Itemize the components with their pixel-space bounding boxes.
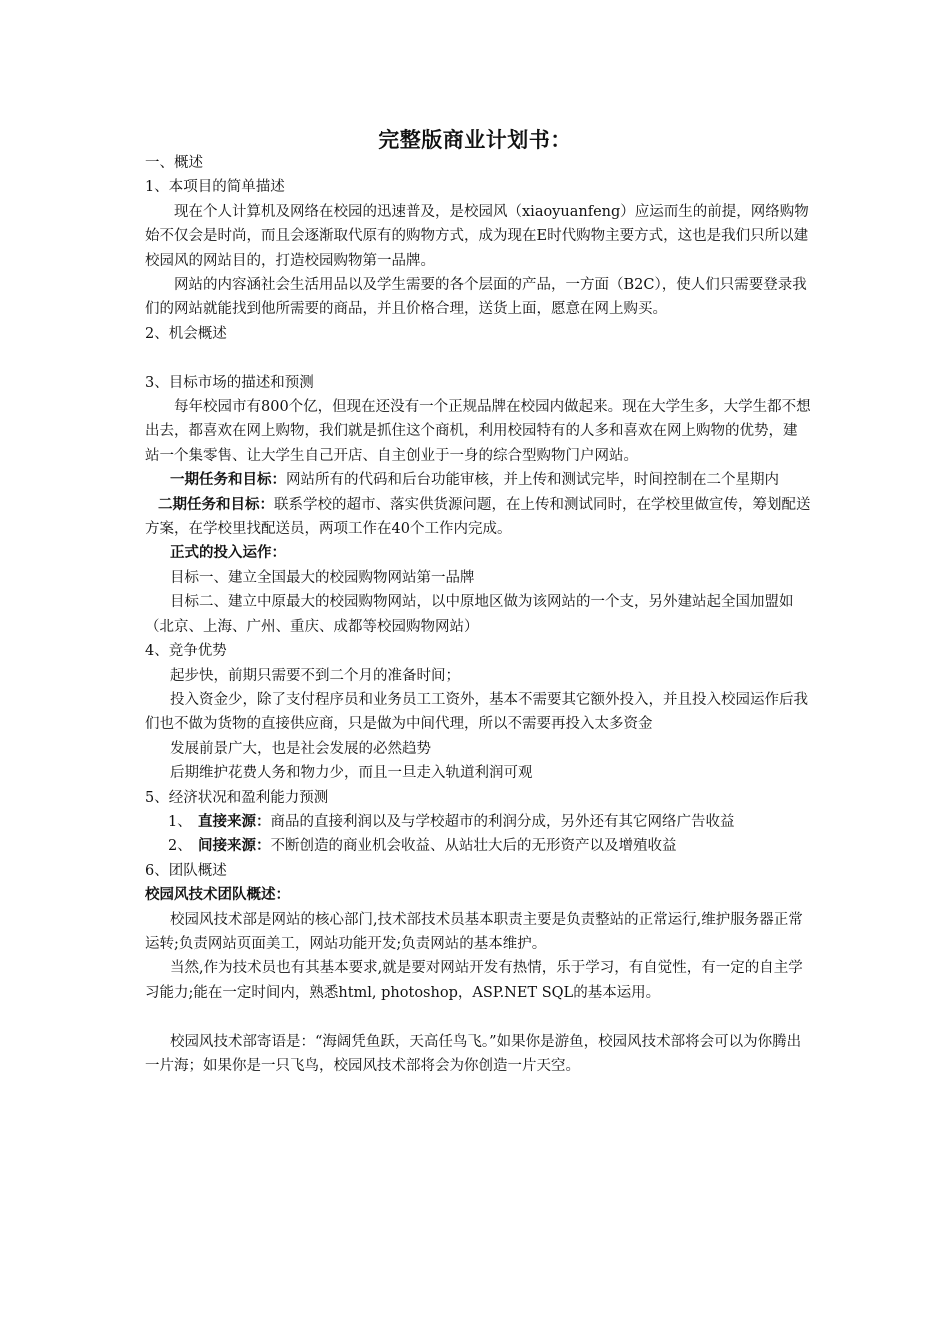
section-heading-project: 1、本项目的简单描述 [145, 179, 285, 196]
list-number: 1、 [168, 813, 192, 830]
phase2-text: 联系学校的超市、落实供货源问题，在上传和测试同时，在学校里做宣传，筹划配送方案，在学校里找配送员，两项工作在40个工作内完成。 [145, 496, 811, 538]
advantage-item: 发展前景广大，也是社会发展的必然趋势 [170, 740, 431, 757]
phase2-label: 二期任务和目标： [158, 495, 274, 513]
team-label: 校园风技术团队概述： [145, 886, 290, 904]
phase1-text: 网站所有的代码和后台功能审核，并上传和测试完毕，时间控制在二个星期内 [286, 472, 779, 489]
paragraph: 现在个人计算机及网络在校园的迅速普及，是校园风（xiaoyuanfeng）应运而生的前提，网络购物始不仅会是时尚，而且会逐渐取代原有的购物方式，成为现在E时代购物主要方式，这也是我们只所以建校园风的网站目的，打造校园购物第一品牌。 [145, 203, 809, 269]
blank-line [145, 346, 811, 370]
section-heading-team: 6、团队概述 [145, 862, 227, 879]
list-number: 2、 [168, 838, 192, 855]
phase1-label: 一期任务和目标： [170, 471, 286, 489]
section-heading-target-market: 3、目标市场的描述和预测 [145, 374, 314, 391]
goal-one: 目标一、建立全国最大的校园购物网站第一品牌 [170, 569, 475, 586]
advantage-item: 投入资金少，除了支付程序员和业务员工工资外，基本不需要其它额外投入，并且投入校园运作后我们也不做为货物的直接供应商，只是做为中间代理，所以不需要再投入太多资金 [145, 691, 808, 733]
advantage-item: 后期维护花费人务和物力少，而且一旦走入轨道利润可观 [170, 765, 533, 782]
list-body [198, 810, 811, 834]
section-heading-opportunity: 2、机会概述 [145, 325, 227, 342]
section-heading-profitability: 5、经济状况和盈利能力预测 [145, 789, 329, 806]
list-item [145, 810, 811, 834]
section-heading-advantages: 4、竞争优势 [145, 643, 227, 660]
phase1-paragraph [145, 468, 811, 492]
list-text: 商品的直接利润以及与学校超市的利润分成，另外还有其它网络广告收益 [270, 813, 735, 830]
formal-operation-label: 正式的投入运作： [170, 544, 286, 562]
phase2-paragraph [145, 493, 811, 542]
goal-two: 目标二、建立中原最大的校园购物网站，以中原地区做为该网站的一个支，另外建站起全国加盟如（北京、上海、广州、重庆、成都等校园购物网站） [145, 594, 794, 635]
list-label: 直接来源： [198, 812, 271, 830]
blank-line [145, 1005, 811, 1029]
document-title: 完整版商业计划书： [378, 128, 572, 152]
paragraph: 校园风技术部寄语是：“海阔凭鱼跃，天高任鸟飞。”如果你是游鱼，校园风技术部将会可以为你腾出一片海；如果你是一只飞鸟，校园风技术部将会为你创造一片天空。 [145, 1033, 802, 1074]
advantage-item: 起步快，前期只需要不到二个月的准备时间； [170, 667, 460, 684]
paragraph: 校园风技术部是网站的核心部门,技术部技术员基本职责主要是负责整站的正常运行,维护服务器正常运转;负责网站页面美工，网站功能开发;负责网站的基本维护。 [145, 911, 803, 952]
list-label: 间接来源： [198, 837, 271, 855]
list-text: 不断创造的商业机会收益、从站壮大后的无形资产以及增殖收益 [270, 838, 677, 855]
paragraph: 每年校园市有800个亿，但现在还没有一个正规品牌在校园内做起来。现在大学生多，大学生都不想出去，都喜欢在网上购物，我们就是抓住这个商机，利用校园特有的人多和喜欢在网上购物的优势，建站一个集零售、让大学生自己开店、自主创业于一身的综合型购物门户网站。 [145, 399, 811, 464]
paragraph: 当然,作为技术员也有其基本要求,就是要对网站开发有热情，乐于学习，有自觉性，有一定的自主学习能力;能在一定时间内，熟悉html, photoshop，ASP.NET SQL的基本运用。 [145, 960, 803, 1001]
list-body [198, 834, 811, 858]
list-item [145, 834, 811, 858]
document-body [145, 151, 811, 1078]
paragraph: 网站的内容涵社会生活用品以及学生需要的各个层面的产品，一方面（B2C），使人们只需要登录我们的网站就能找到他所需要的商品，并且价格合理，送货上面，愿意在网上购买。 [145, 277, 807, 318]
section-heading-overview: 一、概述 [145, 155, 203, 171]
